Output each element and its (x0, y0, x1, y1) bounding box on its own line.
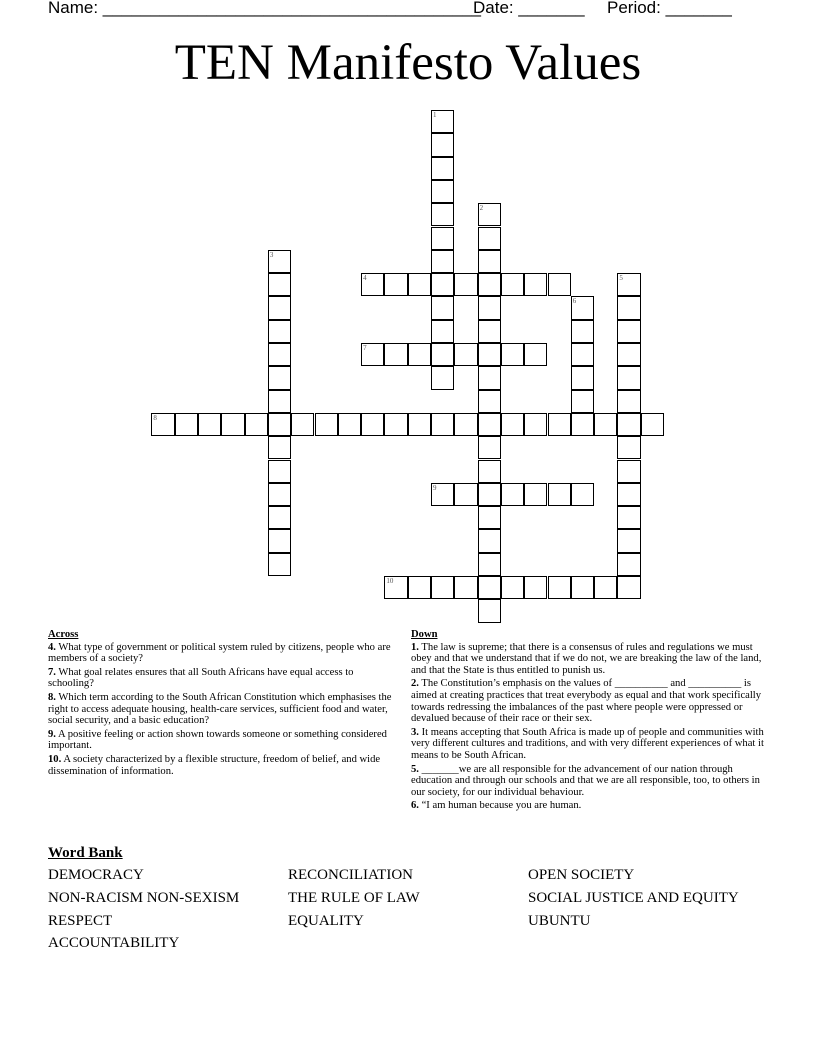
grid-cell[interactable] (571, 390, 594, 413)
grid-cell[interactable] (617, 273, 640, 296)
grid-cell[interactable] (548, 413, 571, 436)
grid-cell[interactable] (454, 413, 477, 436)
grid-cell[interactable] (431, 157, 454, 180)
clue-text: The law is supreme; that there is a consensus of rules and regulations we must obey and that we understand that if we do not, we are breaking the law of the land, and that the State is thus entitled to punish us. (411, 641, 762, 676)
word-bank-item: ACCOUNTABILITY (48, 935, 180, 952)
grid-cell[interactable] (641, 413, 664, 436)
cell-number: 6 (572, 297, 577, 306)
grid-cell[interactable] (478, 366, 501, 389)
grid-cell[interactable] (478, 599, 501, 622)
grid-cell[interactable] (268, 436, 291, 459)
grid-cell[interactable] (617, 506, 640, 529)
grid-cell[interactable] (478, 343, 501, 366)
grid-cell[interactable] (478, 390, 501, 413)
grid-cell[interactable] (268, 366, 291, 389)
word-bank-item: EQUALITY (288, 912, 364, 929)
grid-cell[interactable] (431, 483, 454, 506)
clue-number: 4. (48, 641, 56, 653)
grid-cell[interactable] (478, 529, 501, 552)
grid-cell[interactable] (431, 343, 454, 366)
grid-cell[interactable] (454, 273, 477, 296)
grid-cell[interactable] (221, 413, 244, 436)
grid-cell[interactable] (268, 320, 291, 343)
clue-number: 7. (48, 666, 56, 678)
grid-cell[interactable] (617, 529, 640, 552)
clue-number: 5. (411, 763, 419, 775)
grid-cell[interactable] (408, 343, 431, 366)
clue-number: 8. (48, 691, 56, 703)
grid-cell[interactable] (594, 576, 617, 599)
clue-number: 9. (48, 728, 56, 740)
grid-cell[interactable] (617, 436, 640, 459)
word-bank-item: SOCIAL JUSTICE AND EQUITY (528, 889, 739, 906)
grid-cell[interactable] (617, 296, 640, 319)
cell-number: 1 (433, 111, 437, 119)
grid-cell[interactable] (431, 110, 454, 133)
clue-item (48, 754, 394, 777)
clue-text: _______we are all responsible for the advancement of our nation through education and through our schools and that we are all responsible, too, to others in our society, for our individual behaviour. (411, 763, 760, 798)
grid-cell[interactable] (617, 413, 640, 436)
grid-cell[interactable] (617, 320, 640, 343)
clue-item (411, 800, 771, 812)
word-bank-item: UBUNTU (528, 912, 591, 929)
clue-number: 2. (411, 678, 419, 690)
grid-cell[interactable] (617, 576, 640, 599)
cell-number: 5 (619, 274, 623, 283)
grid-cell[interactable] (268, 483, 291, 506)
clue-number: 6. (411, 800, 419, 812)
clue-item (48, 667, 394, 690)
clue-text: The Constitution’s emphasis on the values of __________ and __________ is aimed at creating practices that treat everybody as equal and that work specifically towards redressing the imbalances of the past where people were oppressed or devalued because of their race or their sex. (411, 678, 762, 725)
grid-cell[interactable] (384, 413, 407, 436)
grid-cell[interactable] (291, 413, 314, 436)
grid-cell[interactable] (478, 320, 501, 343)
grid-cell[interactable] (571, 366, 594, 389)
clue-item (48, 729, 394, 752)
cell-number: 4 (363, 274, 367, 283)
grid-cell[interactable] (384, 273, 407, 296)
grid-cell[interactable] (431, 320, 454, 343)
grid-cell[interactable] (361, 273, 384, 296)
grid-cell[interactable] (617, 366, 640, 389)
grid-cell[interactable] (245, 413, 268, 436)
grid-cell[interactable] (268, 553, 291, 576)
grid-cell[interactable] (571, 343, 594, 366)
grid-cell[interactable] (384, 343, 407, 366)
clue-number: 1. (411, 641, 419, 653)
grid-cell[interactable] (571, 413, 594, 436)
grid-cell[interactable] (408, 576, 431, 599)
grid-cell[interactable] (524, 576, 547, 599)
across-heading: Across (48, 629, 79, 640)
date-field[interactable]: Date: _______ (473, 0, 585, 17)
grid-cell[interactable] (571, 296, 594, 319)
grid-cell[interactable] (571, 576, 594, 599)
grid-cell[interactable] (478, 506, 501, 529)
word-bank-item: OPEN SOCIETY (528, 867, 635, 883)
grid-cell[interactable] (501, 576, 524, 599)
clue-item (411, 678, 771, 724)
grid-cell[interactable] (478, 413, 501, 436)
grid-cell[interactable] (501, 273, 524, 296)
grid-cell[interactable] (151, 413, 174, 436)
grid-cell[interactable] (478, 203, 501, 226)
grid-cell[interactable] (454, 343, 477, 366)
grid-cell[interactable] (617, 390, 640, 413)
grid-cell[interactable] (524, 413, 547, 436)
grid-cell[interactable] (268, 390, 291, 413)
word-bank-item: DEMOCRACY (48, 867, 144, 883)
grid-cell[interactable] (338, 413, 361, 436)
clue-number: 10. (48, 753, 62, 765)
clue-text: What goal relates ensures that all South Africans have equal access to schooling? (48, 666, 354, 690)
grid-cell[interactable] (268, 296, 291, 319)
grid-cell[interactable] (617, 553, 640, 576)
word-bank-heading: Word Bank (48, 845, 123, 861)
grid-cell[interactable] (548, 576, 571, 599)
grid-cell[interactable] (478, 273, 501, 296)
grid-cell[interactable] (384, 576, 407, 599)
clue-text: What type of government or political system ruled by citizens, people who are members of a society? (48, 641, 391, 665)
grid-cell[interactable] (478, 576, 501, 599)
grid-cell[interactable] (268, 343, 291, 366)
clue-item (411, 642, 771, 677)
grid-cell[interactable] (548, 273, 571, 296)
clue-text: A positive feeling or action shown towards someone or something considered important. (48, 728, 387, 752)
grid-cell[interactable] (478, 436, 501, 459)
across-clues (48, 629, 394, 779)
grid-cell[interactable] (361, 413, 384, 436)
grid-cell[interactable] (478, 296, 501, 319)
grid-cell[interactable] (478, 460, 501, 483)
grid-cell[interactable] (431, 180, 454, 203)
grid-cell[interactable] (408, 413, 431, 436)
grid-cell[interactable] (454, 483, 477, 506)
clue-item (48, 642, 394, 665)
grid-cell[interactable] (571, 483, 594, 506)
word-bank-item: NON-RACISM NON-SEXISM (48, 889, 240, 906)
grid-cell[interactable] (617, 460, 640, 483)
grid-cell[interactable] (431, 296, 454, 319)
word-bank-item: THE RULE OF LAW (288, 889, 420, 906)
clue-number: 3. (411, 726, 419, 738)
grid-cell[interactable] (454, 576, 477, 599)
grid-cell[interactable] (268, 273, 291, 296)
grid-cell[interactable] (524, 483, 547, 506)
grid-cell[interactable] (431, 413, 454, 436)
grid-cell[interactable] (501, 413, 524, 436)
clue-text: Which term according to the South African Constitution which emphasises the right to access adequate housing, health-care services, sufficient food and water, social security, and a basic education? (48, 691, 392, 727)
grid-cell[interactable] (431, 250, 454, 273)
grid-cell[interactable] (268, 460, 291, 483)
grid-cell[interactable] (361, 343, 384, 366)
cell-number: 2 (479, 204, 484, 213)
cell-number: 8 (153, 413, 157, 422)
clue-text: A society characterized by a flexible structure, freedom of belief, and wide dissemination of information. (48, 753, 381, 777)
cell-number: 3 (269, 250, 274, 259)
grid-cell[interactable] (431, 227, 454, 250)
grid-cell[interactable] (268, 250, 291, 273)
grid-cell[interactable] (548, 483, 571, 506)
clue-item (411, 727, 771, 762)
grid-cell[interactable] (594, 413, 617, 436)
grid-cell[interactable] (431, 273, 454, 296)
grid-cell[interactable] (268, 413, 291, 436)
grid-cell[interactable] (501, 483, 524, 506)
clue-text: “I am human because you are human. (421, 800, 582, 812)
grid-cell[interactable] (524, 273, 547, 296)
grid-cell[interactable] (431, 133, 454, 156)
down-clues (411, 629, 771, 814)
grid-cell[interactable] (431, 576, 454, 599)
clue-text: It means accepting that South Africa is made up of people and communities with very different cultures and traditions, and with very different experiences of what it means to be South African. (411, 726, 764, 761)
clue-item (48, 692, 394, 727)
cell-number: 7 (363, 344, 367, 352)
grid-cell[interactable] (175, 413, 198, 436)
period-field[interactable]: Period: _______ (607, 0, 732, 17)
down-heading: Down (411, 629, 438, 640)
word-bank-item: RESPECT (48, 912, 113, 929)
word-bank-item: RECONCILIATION (288, 867, 413, 883)
grid-cell[interactable] (268, 529, 291, 552)
grid-cell[interactable] (524, 343, 547, 366)
grid-cell[interactable] (408, 273, 431, 296)
page-title: TEN Manifesto Values (174, 35, 642, 91)
grid-cell[interactable] (501, 343, 524, 366)
clue-item (411, 764, 771, 799)
grid-cell[interactable] (431, 366, 454, 389)
grid-cell[interactable] (478, 483, 501, 506)
grid-cell[interactable] (478, 250, 501, 273)
grid-cell[interactable] (478, 553, 501, 576)
cell-number: 9 (433, 483, 437, 492)
grid-cell[interactable] (478, 227, 501, 250)
grid-cell[interactable] (571, 320, 594, 343)
grid-cell[interactable] (315, 413, 338, 436)
grid-cell[interactable] (198, 413, 221, 436)
grid-cell[interactable] (617, 483, 640, 506)
grid-cell[interactable] (617, 343, 640, 366)
name-field[interactable]: Name: ________________________________________ (48, 0, 481, 17)
cell-number: 10 (386, 577, 394, 585)
grid-cell[interactable] (431, 203, 454, 226)
grid-cell[interactable] (268, 506, 291, 529)
